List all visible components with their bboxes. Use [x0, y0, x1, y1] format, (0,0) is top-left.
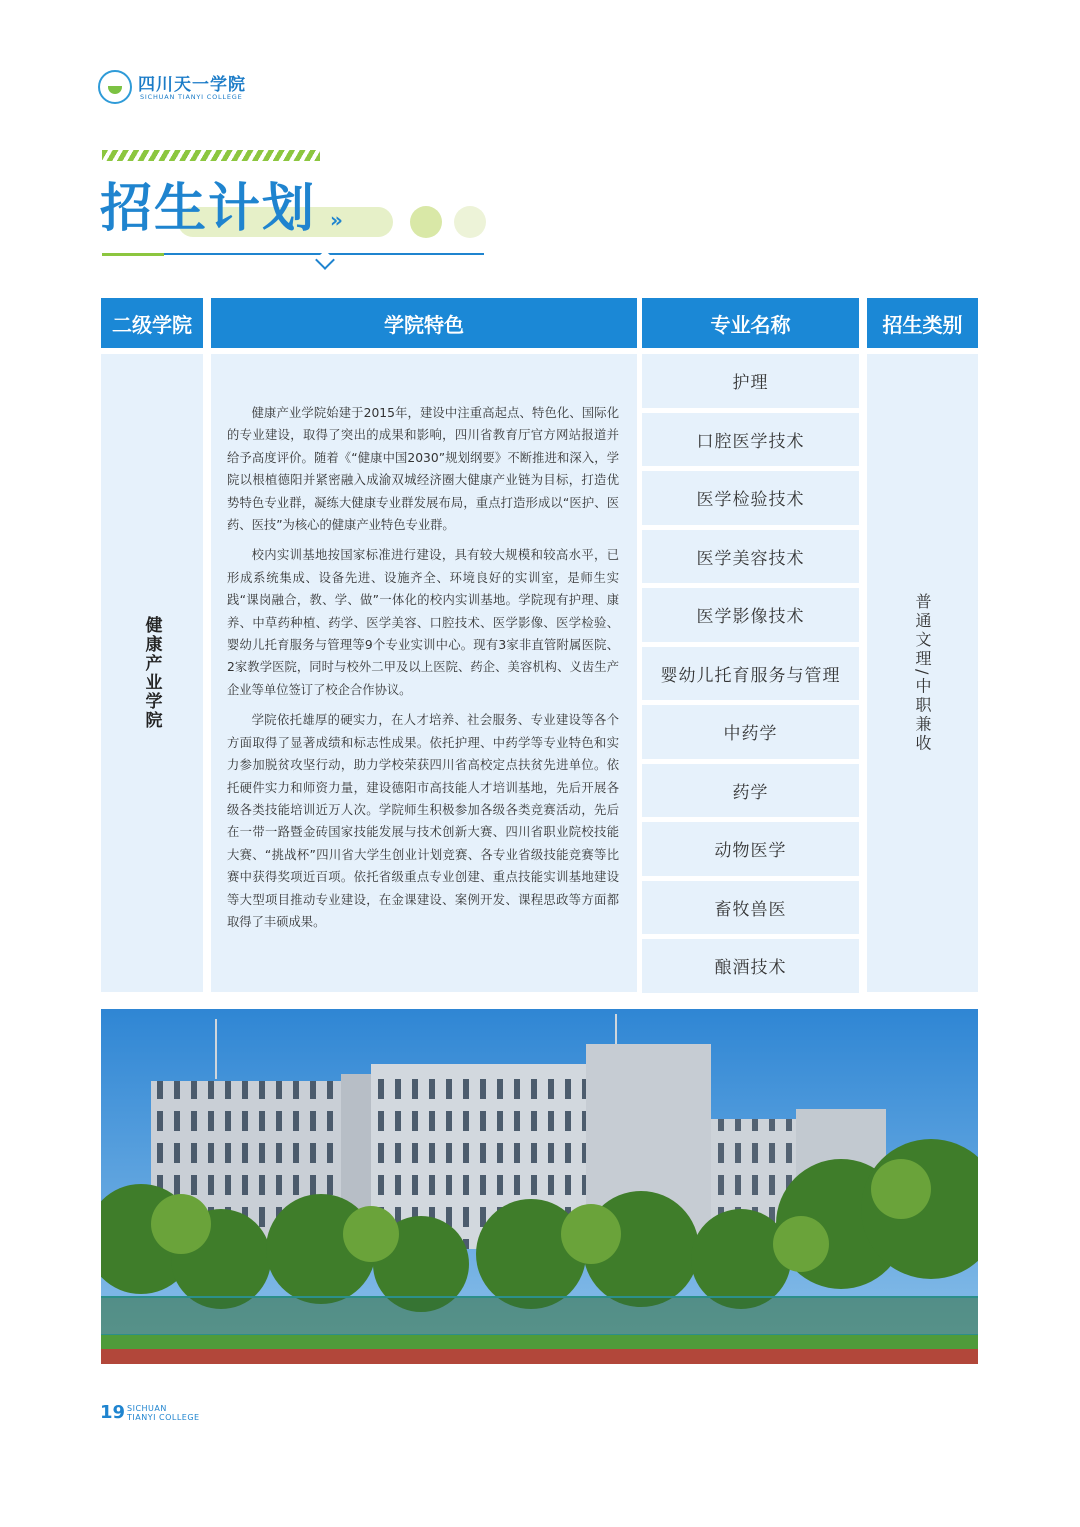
table-header-feature: 学院特色 [211, 298, 637, 348]
major-cell: 医学影像技术 [642, 588, 859, 642]
college-logo [98, 70, 268, 110]
college-seal-icon [98, 70, 132, 104]
major-cell: 口腔医学技术 [642, 413, 859, 467]
logo-chinese-name: 四川天一学院 [138, 75, 246, 95]
feature-paragraph: 学院依托雄厚的硬实力，在人才培养、社会服务、专业建设等各个方面取得了显著成绩和标志性成果。依托护理、中药学等专业特色和实力参加脱贫攻坚行动，助力学校荣获四川省高校定点扶贫先进单位。依托硬件实力和师资力量，建设德阳市高技能人才培训基地，先后开展各级各类技能培训近万人次。学院师生积极参加各级各类竞赛活动，先后在一带一路暨金砖国家技能发展与技术创新大赛、四川省职业院校技能大赛、“挑战杯”四川省大学生创业计划竞赛、各专业省级技能竞赛等比赛中获得奖项近百项。依托省级重点专业创建、重点技能实训基地建设等大型项目推动专业建设，在金课建设、案例开发、课程思政等方面都取得了丰硕成果。 [227, 713, 619, 929]
table-header-college: 二级学院 [101, 298, 203, 348]
major-cell: 医学美容技术 [642, 530, 859, 584]
feature-paragraph: 校内实训基地按国家标准进行建设，具有较大规模和较高水平，已形成系统集成、设备先进、设施齐全、环境良好的实训室，是师生实践“课岗融合，教、学、做”一体化的校内实训基地。学院现有护理、康养、中草药种植、药学、医学美容、口腔技术、医学影像、医学检验、婴幼儿托育服务与管理等9个专业实训中心。现有3家非直管附属医院、2家教学医院，同时与校外二甲及以上医院、药企、美容机构、义齿生产企业等单位签订了校企合作协议。 [227, 548, 619, 697]
title-dot-decoration [454, 206, 486, 238]
table-header-major: 专业名称 [642, 298, 859, 348]
footer-english-line1: SICHUAN [127, 1404, 167, 1413]
enrollment-type: 普通文理/中职兼收 [913, 592, 932, 754]
title-stripes-decoration [102, 150, 320, 161]
title-dot-decoration [410, 206, 442, 238]
major-cell: 医学检验技术 [642, 471, 859, 525]
page-number: 19 [100, 1402, 126, 1423]
college-cell [101, 354, 203, 992]
major-cell: 护理 [642, 354, 859, 408]
college-name: 健康产业学院 [141, 616, 162, 730]
major-cell: 药学 [642, 764, 859, 818]
logo-english-name: SICHUAN TIANYI COLLEGE [140, 93, 243, 101]
title-underline-green [102, 253, 164, 256]
feature-text [227, 402, 619, 941]
feature-paragraph: 健康产业学院始建于2015年，建设中注重高起点、特色化、国际化的专业建设，取得了突出的成果和影响，四川省教育厅官方网站报道并给予高度评价。随着《“健康中国2030”规划纲要》不断推进和深入，学院以根植德阳并紧密融入成渝双城经济圈大健康产业链为目标，打造优势特色专业群，凝练大健康专业群发展布局，重点打造形成以“医护、医药、医技”为核心的健康产业特色专业群。 [227, 406, 619, 533]
major-cell: 中药学 [642, 705, 859, 759]
enrollment-cell [867, 354, 978, 992]
major-cell: 婴幼儿托育服务与管理 [642, 647, 859, 701]
table-header-enrollment: 招生类别 [867, 298, 978, 348]
major-cell: 畜牧兽医 [642, 881, 859, 935]
feature-cell [211, 354, 637, 992]
page-title: 招生计划 [100, 179, 317, 239]
major-cell: 酿酒技术 [642, 939, 859, 993]
footer-english-line2: TIANYI COLLEGE [127, 1413, 200, 1422]
double-chevron-icon: » [330, 208, 343, 232]
campus-building-photo [101, 1009, 978, 1364]
major-cell: 动物医学 [642, 822, 859, 876]
